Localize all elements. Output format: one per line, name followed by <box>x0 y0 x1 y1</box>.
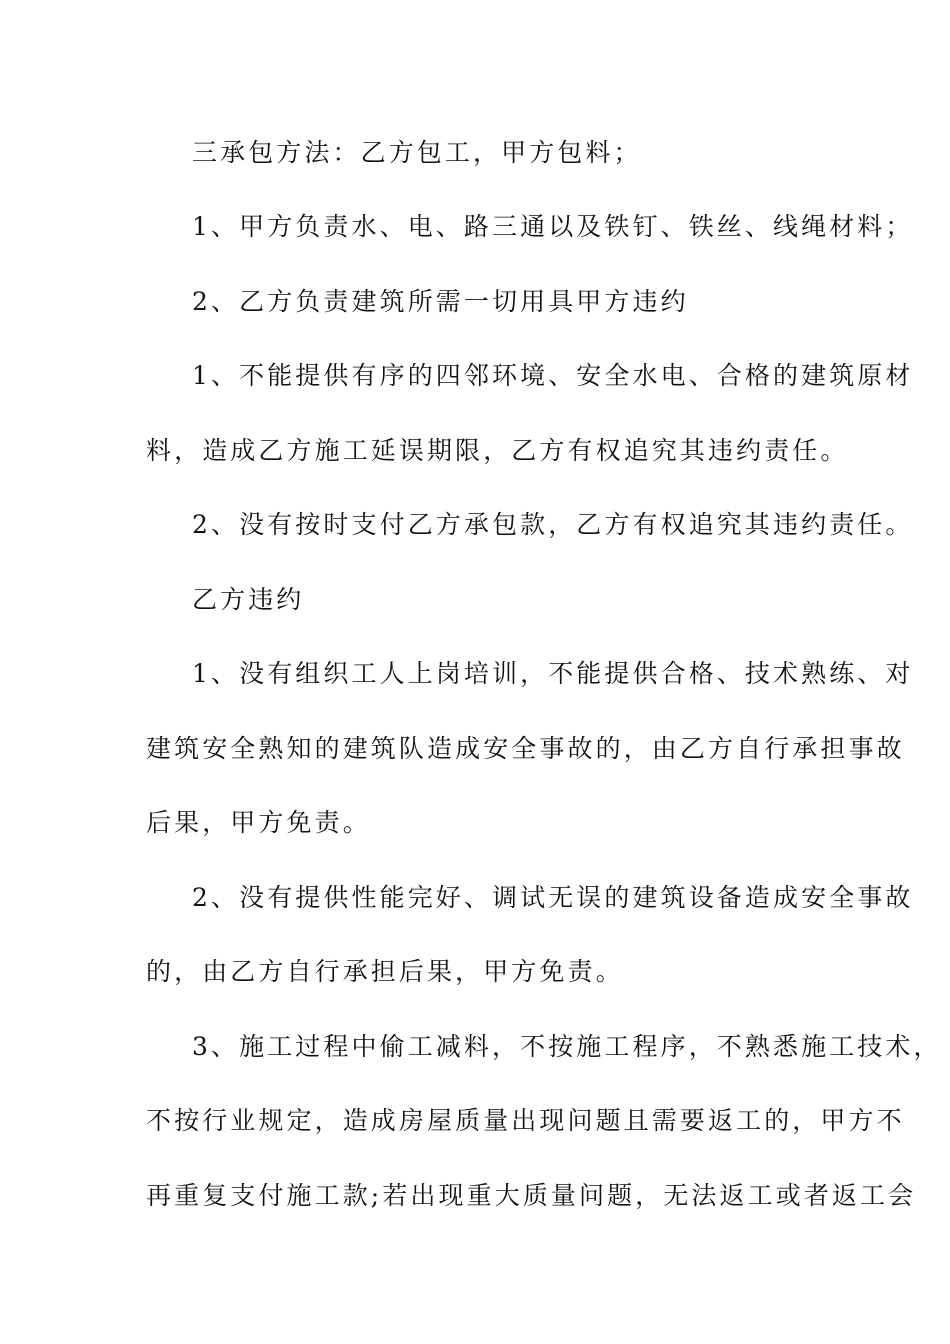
paragraph-party-b-breach-2: 2、没有提供性能完好、调试无误的建筑设备造成安全事故 <box>192 883 914 912</box>
paragraph-contract-method: 三承包方法：乙方包工，甲方包料； <box>192 138 642 167</box>
paragraph-party-b-breach-2-cont: 的，由乙方自行承担后果，甲方免责。 <box>146 957 624 986</box>
paragraph-party-b-item-2: 2、乙方负责建筑所需一切用具甲方违约 <box>192 287 689 316</box>
paragraph-party-b-breach-3-cont2: 再重复支付施工款;若出现重大质量问题，无法返工或者返工会 <box>146 1181 917 1210</box>
paragraph-party-a-breach-2: 2、没有按时支付乙方承包款，乙方有权追究其违约责任。 <box>192 510 914 539</box>
paragraph-party-b-breach-1-cont: 建筑安全熟知的建筑队造成安全事故的，由乙方自行承担事故 <box>146 734 905 763</box>
paragraph-party-a-breach-1-cont: 料，造成乙方施工延误期限，乙方有权追究其违约责任。 <box>146 436 849 465</box>
paragraph-party-a-breach-1: 1、不能提供有序的四邻环境、安全水电、合格的建筑原材 <box>192 361 914 390</box>
paragraph-party-b-breach-1: 1、没有组织工人上岗培训，不能提供合格、技术熟练、对 <box>192 659 914 688</box>
paragraph-party-b-breach-3: 3、施工过程中偷工减料，不按施工程序，不熟悉施工技术， <box>192 1032 942 1061</box>
paragraph-party-b-breach-3-cont: 不按行业规定，造成房屋质量出现问题且需要返工的，甲方不 <box>146 1106 905 1135</box>
paragraph-party-a-item-1: 1、甲方负责水、电、路三通以及铁钉、铁丝、线绳材料； <box>192 212 914 241</box>
section-heading-party-b-breach: 乙方违约 <box>192 585 305 614</box>
paragraph-party-b-breach-1-cont2: 后果，甲方免责。 <box>146 808 371 837</box>
